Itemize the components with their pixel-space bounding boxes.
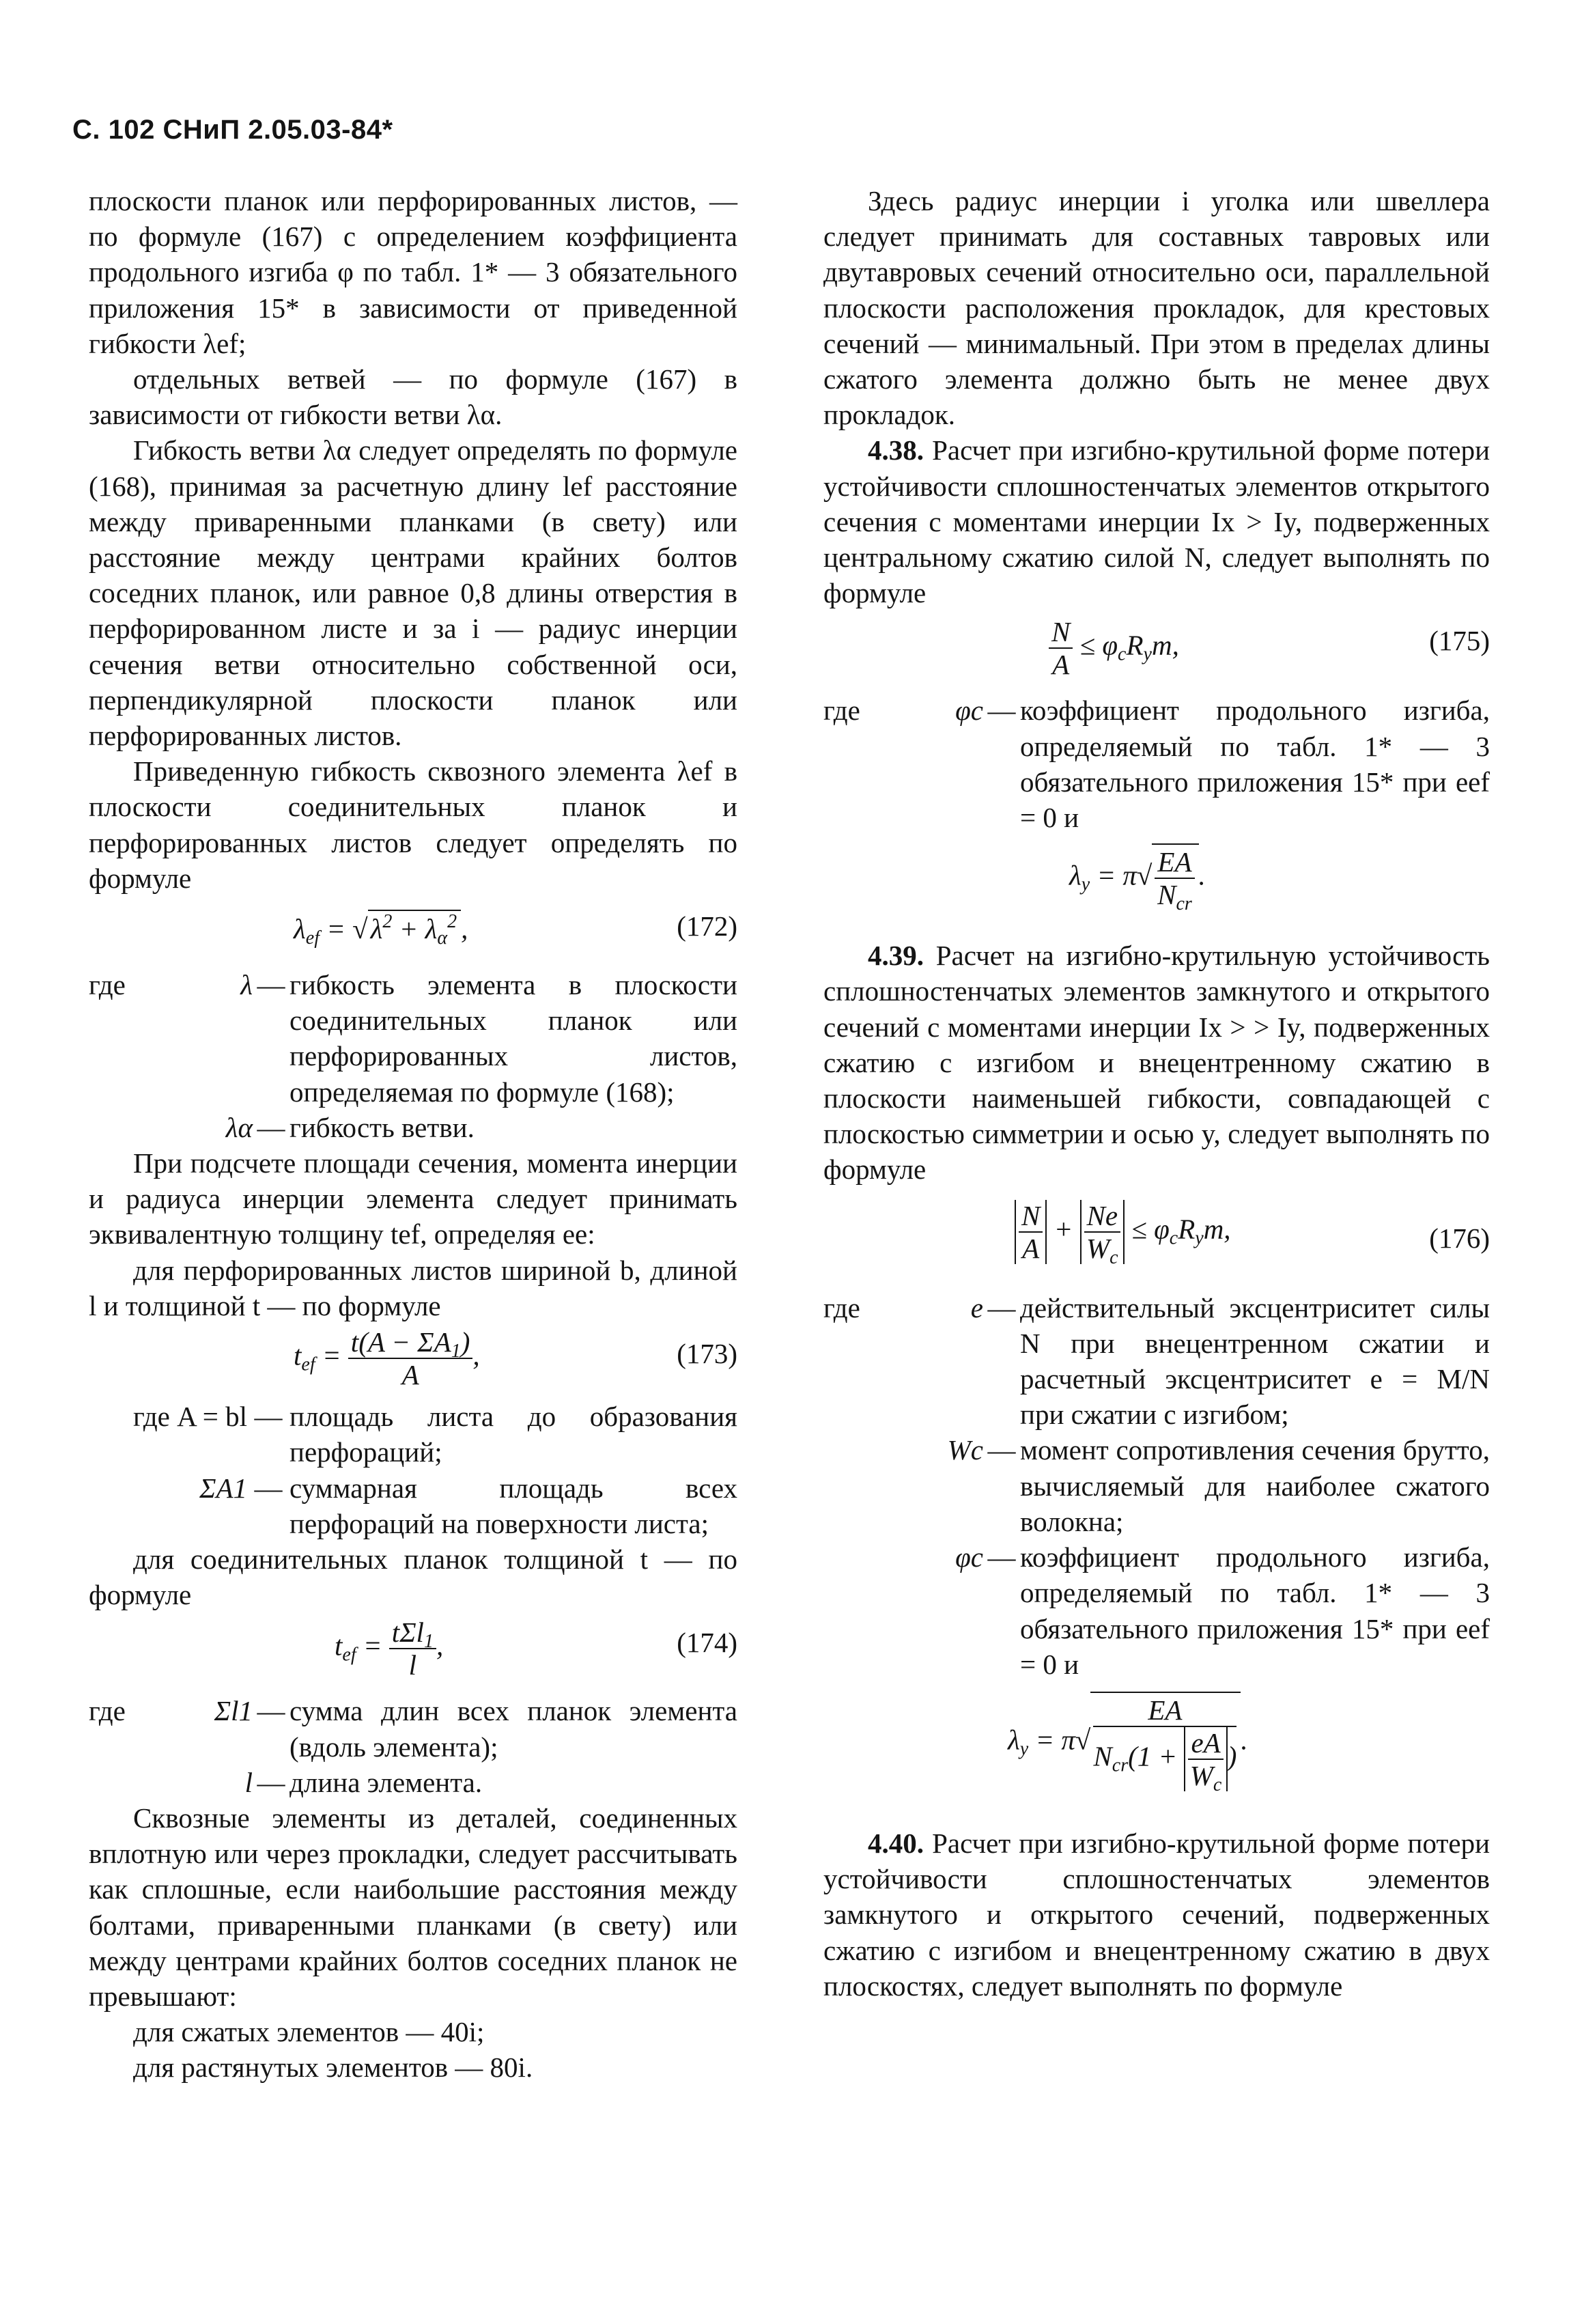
definition-row: [823, 1290, 1490, 1433]
where-label: где: [823, 1291, 860, 1324]
section-number: 4.38.: [868, 434, 924, 466]
definition-dash: —: [257, 1766, 285, 1798]
definition-symbol: λα: [225, 1111, 253, 1143]
definition-dash: —: [254, 1472, 283, 1504]
definition-text: коэффициент продольного изгиба, определяемый по табл. 1* — 3 обязательного приложения 15* при eef = 0 и: [1020, 695, 1490, 834]
formula-173: $t_{ef}$ = $\frac{t(A - \Sigma A_1)}{A}$ , (173): [294, 1326, 737, 1391]
where-label: где: [89, 1695, 126, 1727]
section-text: Расчет при изгибно-крутильной форме потери устойчивости сплошностенчатых элементов замкнутого и открытого сечений, подверженных сжатию с изгибом и внецентренному сжатию в двух плоскостях, следует выполнять по формуле: [823, 1827, 1490, 2002]
formula-lambda-y-2: $\lambda_y = \pi√$ EA $N_{cr}(1$ + $\frac{eA}{W_c}$ ) .: [823, 1682, 1490, 1819]
paragraph: плоскости планок или перфорированных листов, — по формуле (167) с определением коэффициента продольного изгиба φ по табл. 1* — 3 обязательного приложения 15* в зависимости от приведенной гибкости λef;: [89, 185, 737, 359]
definition-dash: —: [987, 1541, 1016, 1573]
definition-row: [823, 692, 1490, 835]
definition-dash: —: [257, 969, 285, 1001]
paragraph: Приведенную гибкость сквозного элемента λef в плоскости соединительных планок и перфорированных листов следует определять по формуле: [89, 755, 737, 894]
formula-176: $\frac{N}{A}$ + $\frac{Ne}{W_c}$ ≤ $\varphi_cR_ym$, (176): [823, 1188, 1490, 1290]
paragraph: При подсчете площади сечения, момента инерции и радиуса инерции элемента следует принимать эквивалентную толщину tef, определяя ее:: [89, 1147, 737, 1250]
definition-text: гибкость ветви.: [289, 1111, 475, 1143]
definition-text: действительный эксцентриситет силы N при внецентренном сжатии и расчетный эксцентриситет e = M/N при сжатии с изгибом;: [1020, 1291, 1490, 1431]
formula-number: (173): [677, 1338, 737, 1370]
formula-172: $\lambda_{ef} = √\lambda^2 + \lambda_\alpha^2$ , (172): [294, 910, 737, 949]
definition-dash: —: [254, 1401, 283, 1433]
definition-symbol: Σl1: [214, 1695, 253, 1727]
left-column: [89, 183, 737, 2086]
formula-number: (176): [1429, 1222, 1490, 1254]
formula-174: $t_{ef}$ = $\frac{t\Sigma l_1}{l}$ , (174): [335, 1616, 737, 1681]
section-4-38: [823, 432, 1490, 611]
definition-text: гибкость элемента в плоскости соединительных планок или перфорированных листов, определяемая по формуле (168);: [289, 969, 737, 1108]
definition-dash: —: [987, 1291, 1016, 1324]
definition-text: длина элемента.: [289, 1766, 483, 1798]
definition-symbol: e: [970, 1291, 983, 1324]
definition-text: коэффициент продольного изгиба, определяемый по табл. 1* — 3 обязательного приложения 15* при eef = 0 и: [1020, 1541, 1490, 1680]
definition-dash: —: [987, 1434, 1016, 1466]
section-number: 4.40.: [868, 1827, 924, 1859]
formula-number: (174): [677, 1627, 737, 1659]
definition-text: момент сопротивления сечения брутто, вычисляемый для наиболее сжатого волокна;: [1020, 1434, 1490, 1537]
definition-row: [89, 967, 737, 1110]
formula-175: $\frac{N}{A}$ ≤ $\varphi_cR_ym$, (175): [823, 611, 1490, 692]
page-header: С. 102 СНиП 2.05.03-84*: [72, 115, 393, 145]
paragraph: для перфорированных листов шириной b, длиной l и толщиной t — по формуле: [89, 1254, 737, 1321]
section-text: Расчет при изгибно-крутильной форме потери устойчивости сплошностенчатых элементов открытого сечения с моментами инерции Ix > Iy, подверженных центральному сжатию силой N, следует выполнять по формуле: [823, 434, 1490, 609]
definition-symbol: где A = bl: [133, 1401, 247, 1433]
definition-text: сумма длин всех планок элемента (вдоль элемента);: [289, 1695, 737, 1763]
paragraph: Сквозные элементы из деталей, соединенных вплотную или через прокладки, следует рассчитывать как сплошные, если наибольшие расстояния между болтами, приваренными планками (в свету) или между центрами крайних болтов соседних планок не превышают:: [89, 1802, 737, 2012]
definition-symbol: ΣA1: [199, 1472, 247, 1504]
right-column: [823, 183, 1490, 2004]
definition-symbol: φc: [955, 695, 983, 727]
section-4-39: [823, 938, 1490, 1187]
definition-row: [89, 1765, 737, 1800]
definition-row: [89, 1693, 737, 1764]
definition-dash: —: [257, 1111, 285, 1143]
where-label: где: [823, 695, 860, 727]
definition-symbol: λ: [240, 969, 253, 1001]
definition-row: [823, 1432, 1490, 1539]
paragraph: отдельных ветвей — по формуле (167) в зависимости от гибкости ветви λα.: [89, 363, 737, 431]
paragraph: для соединительных планок толщиной t — по формуле: [89, 1543, 737, 1611]
paragraph: для сжатых элементов — 40i;: [133, 2016, 485, 2048]
definition-text: суммарная площадь всех перфораций на поверхности листа;: [289, 1472, 737, 1539]
definition-symbol: l: [244, 1766, 253, 1798]
formula-number: (175): [1429, 625, 1490, 657]
where-label: где: [89, 969, 126, 1001]
definition-symbol: Wc: [947, 1434, 983, 1466]
paragraph: Гибкость ветви λα следует определять по формуле (168), принимая за расчетную длину lef расстояние между приваренными планками (в свету) или расстояние между центрами крайних болтов соседних планок, или равное 0,8 длины отверстия в перфорированном листе и за i — радиус инерции сечения ветви относительно собственной оси, перпендикулярной плоскости планок или перфорированных листов.: [89, 434, 737, 752]
section-4-40: [823, 1825, 1490, 2004]
definition-row: [89, 1399, 737, 1470]
definition-dash: —: [987, 695, 1016, 727]
paragraph: для растянутых элементов — 80i.: [133, 2052, 533, 2084]
section-text: Расчет на изгибно-крутильную устойчивость сплошностенчатых элементов замкнутого и открытого сечений с моментами инерции Ix > > Iy, подверженных сжатию с изгибом и внецентренному сжатию в плоскости наименьшей гибкости, совпадающей с плоскостью симметрии и осью y, следует выполнять по формуле: [823, 940, 1490, 1186]
definition-row: [89, 1470, 737, 1541]
section-number: 4.39.: [868, 940, 924, 972]
definition-text: площадь листа до образования перфораций;: [289, 1401, 737, 1468]
formula-number: (172): [677, 910, 737, 942]
formula-lambda-y: $\lambda_y = \pi√$ $\frac{EA}{N_{cr}}$ .: [823, 835, 1490, 938]
definition-symbol: φc: [955, 1541, 983, 1573]
definition-row: [89, 1110, 737, 1145]
paragraph: Здесь радиус инерции i уголка или швеллера следует принимать для составных тавровых или двутавровых сечений относительно оси, параллельной плоскости расположения прокладок, для крестовых сечений — минимальный. При этом в пределах длины сжатого элемента должно быть не менее двух прокладок.: [823, 185, 1490, 431]
definition-row: [823, 1539, 1490, 1682]
definition-dash: —: [257, 1695, 285, 1727]
